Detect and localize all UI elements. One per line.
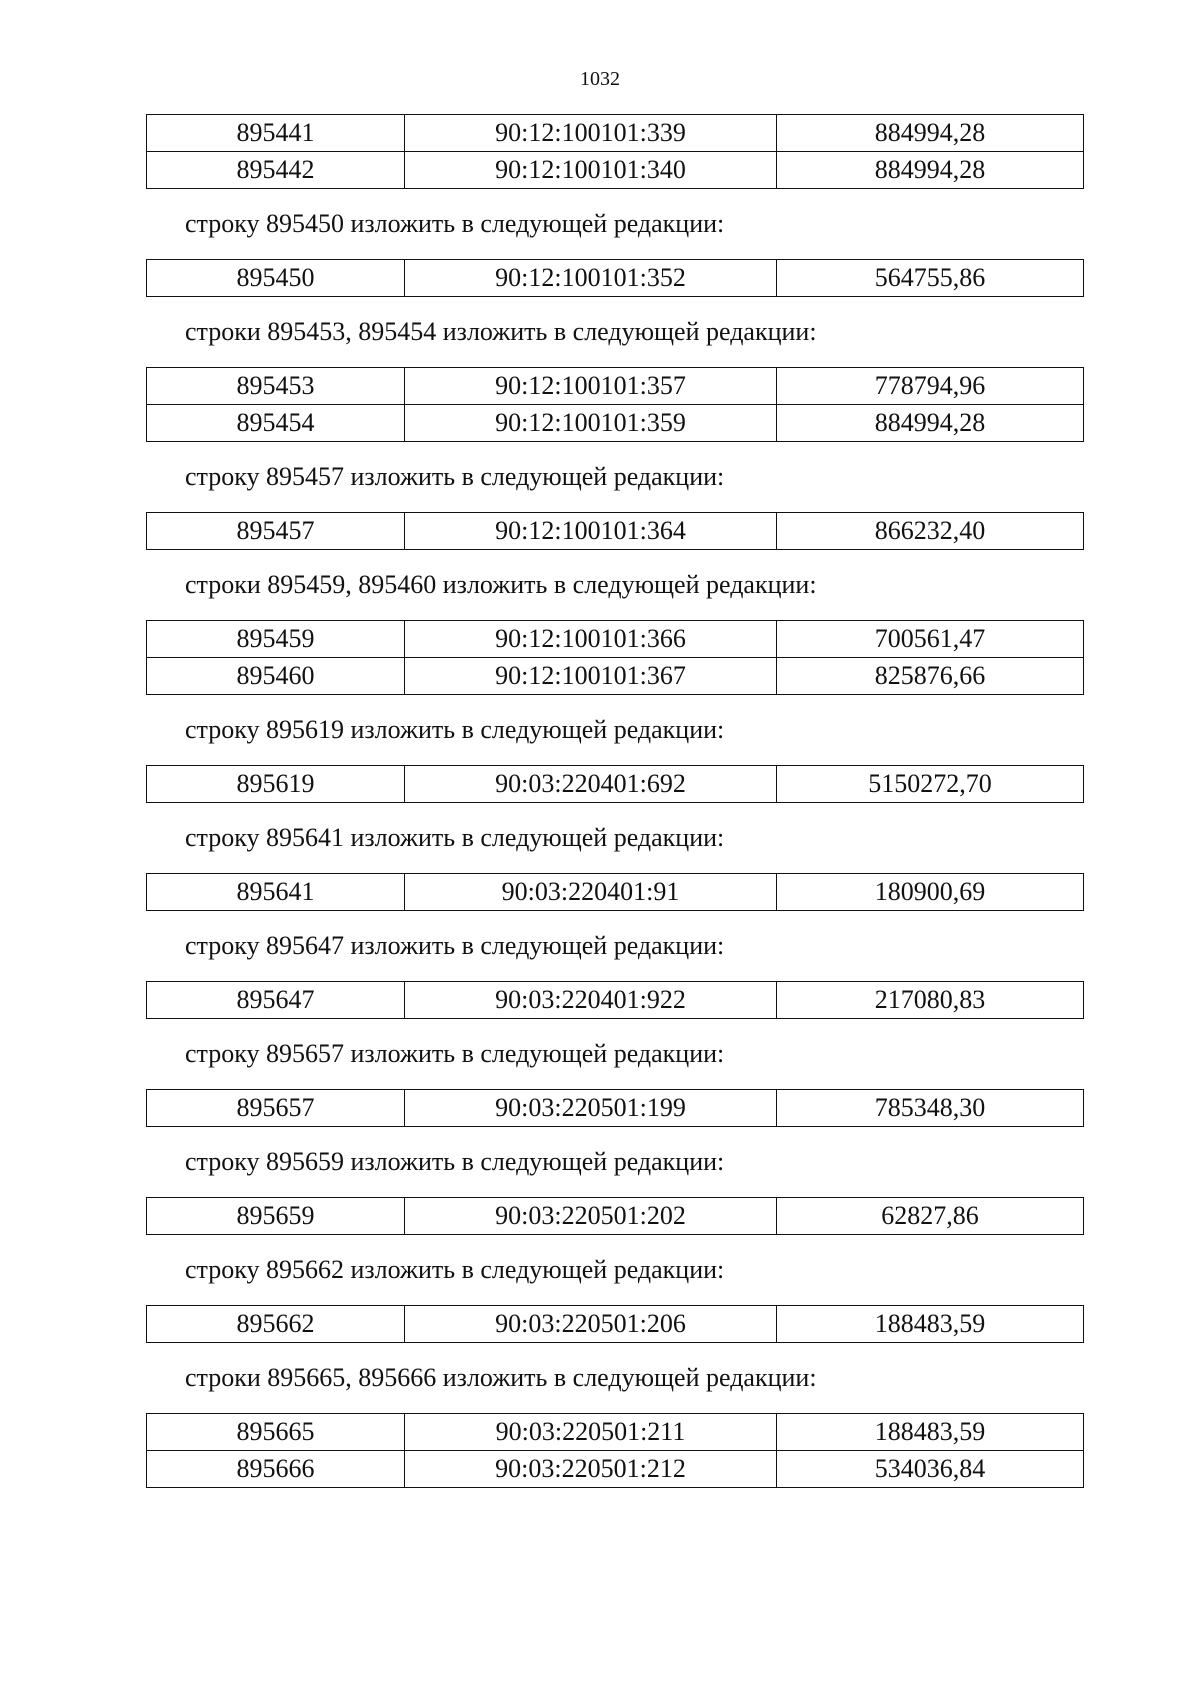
table-row: [147, 874, 1084, 911]
value-cell: 217080,83: [777, 982, 1084, 1019]
row-number-cell: 895619: [147, 766, 405, 803]
table-row: [147, 621, 1084, 658]
row-number-cell: 895647: [147, 982, 405, 1019]
value-cell: 884994,28: [777, 152, 1084, 189]
document-body: [146, 114, 1083, 1488]
value-cell: 188483,59: [777, 1306, 1084, 1343]
table-row: [147, 368, 1084, 405]
cadastral-number-cell: 90:03:220501:211: [405, 1414, 777, 1451]
row-number-cell: 895641: [147, 874, 405, 911]
amendment-instruction: строку 895641 изложить в следующей редакции:: [185, 823, 725, 852]
cadastral-number-cell: 90:12:100101:366: [405, 621, 777, 658]
amendment-instruction: строку 895457 изложить в следующей редакции:: [185, 462, 725, 491]
value-cell: 778794,96: [777, 368, 1084, 405]
amendment-instruction: строку 895619 изложить в следующей редакции:: [185, 715, 725, 744]
row-number-cell: 895460: [147, 658, 405, 695]
value-cell: 825876,66: [777, 658, 1084, 695]
value-cell: 700561,47: [777, 621, 1084, 658]
row-number-cell: 895441: [147, 115, 405, 152]
value-cell: 564755,86: [777, 260, 1084, 297]
amendment-instruction: строку 895662 изложить в следующей редакции:: [185, 1255, 725, 1284]
value-cell: 884994,28: [777, 405, 1084, 442]
value-cell: 62827,86: [777, 1198, 1084, 1235]
table-row: [147, 115, 1084, 152]
value-cell: 866232,40: [777, 513, 1084, 550]
cadastral-number-cell: 90:12:100101:352: [405, 260, 777, 297]
amendment-table: [146, 873, 1084, 911]
cadastral-number-cell: 90:03:220501:199: [405, 1090, 777, 1127]
value-cell: 785348,30: [777, 1090, 1084, 1127]
table-row: [147, 1198, 1084, 1235]
amendment-table: [146, 1413, 1084, 1488]
table-row: [147, 405, 1084, 442]
value-cell: 5150272,70: [777, 766, 1084, 803]
table-row: [147, 1090, 1084, 1127]
amendment-instruction: строки 895665, 895666 изложить в следующей редакции:: [185, 1363, 817, 1392]
row-number-cell: 895450: [147, 260, 405, 297]
table-row: [147, 658, 1084, 695]
table-row: [147, 1306, 1084, 1343]
amendment-instruction: строку 895659 изложить в следующей редакции:: [185, 1147, 725, 1176]
row-number-cell: 895454: [147, 405, 405, 442]
table-row: [147, 260, 1084, 297]
table-row: [147, 766, 1084, 803]
amendment-instruction: строку 895657 изложить в следующей редакции:: [185, 1039, 725, 1068]
amendment-table: [146, 620, 1084, 695]
cadastral-number-cell: 90:12:100101:367: [405, 658, 777, 695]
cadastral-number-cell: 90:03:220401:91: [405, 874, 777, 911]
value-cell: 884994,28: [777, 115, 1084, 152]
amendment-table: [146, 259, 1084, 297]
table-row: [147, 152, 1084, 189]
cadastral-number-cell: 90:03:220401:692: [405, 766, 777, 803]
cadastral-number-cell: 90:03:220501:212: [405, 1451, 777, 1488]
row-number-cell: 895459: [147, 621, 405, 658]
row-number-cell: 895657: [147, 1090, 405, 1127]
amendment-instruction: строку 895450 изложить в следующей редакции:: [185, 209, 725, 238]
value-cell: 180900,69: [777, 874, 1084, 911]
table-row: [147, 1451, 1084, 1488]
amendment-table: [146, 114, 1084, 189]
cadastral-number-cell: 90:12:100101:340: [405, 152, 777, 189]
row-number-cell: 895453: [147, 368, 405, 405]
cadastral-number-cell: 90:03:220501:202: [405, 1198, 777, 1235]
amendment-table: [146, 512, 1084, 550]
row-number-cell: 895659: [147, 1198, 405, 1235]
row-number-cell: 895442: [147, 152, 405, 189]
cadastral-number-cell: 90:12:100101:357: [405, 368, 777, 405]
amendment-table: [146, 1305, 1084, 1343]
amendment-instruction: строки 895453, 895454 изложить в следующей редакции:: [185, 317, 817, 346]
amendment-table: [146, 765, 1084, 803]
cadastral-number-cell: 90:03:220401:922: [405, 982, 777, 1019]
amendment-table: [146, 981, 1084, 1019]
table-row: [147, 982, 1084, 1019]
cadastral-number-cell: 90:12:100101:364: [405, 513, 777, 550]
amendment-instruction: строки 895459, 895460 изложить в следующей редакции:: [185, 570, 817, 599]
amendment-table: [146, 1197, 1084, 1235]
row-number-cell: 895666: [147, 1451, 405, 1488]
value-cell: 188483,59: [777, 1414, 1084, 1451]
amendment-table: [146, 367, 1084, 442]
amendment-instruction: строку 895647 изложить в следующей редакции:: [185, 931, 725, 960]
value-cell: 534036,84: [777, 1451, 1084, 1488]
cadastral-number-cell: 90:12:100101:359: [405, 405, 777, 442]
row-number-cell: 895665: [147, 1414, 405, 1451]
cadastral-number-cell: 90:12:100101:339: [405, 115, 777, 152]
row-number-cell: 895457: [147, 513, 405, 550]
amendment-table: [146, 1089, 1084, 1127]
page-number: 1032: [580, 68, 620, 90]
table-row: [147, 1414, 1084, 1451]
row-number-cell: 895662: [147, 1306, 405, 1343]
table-row: [147, 513, 1084, 550]
cadastral-number-cell: 90:03:220501:206: [405, 1306, 777, 1343]
